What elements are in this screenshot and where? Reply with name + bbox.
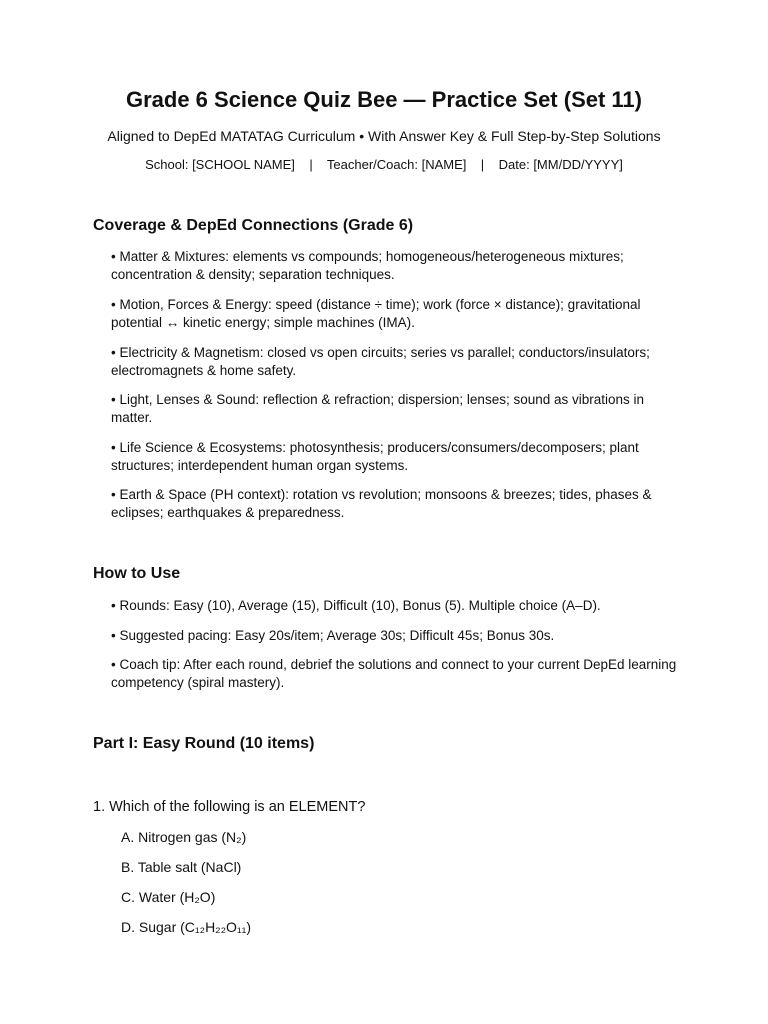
how-to-use-item: • Suggested pacing: Easy 20s/item; Average 30s; Difficult 45s; Bonus 30s.	[111, 628, 555, 643]
answer-option-d: D. Sugar (C₁₂H₂₂O₁₁)	[121, 919, 252, 935]
document-subtitle: Aligned to DepEd MATATAG Curriculum • With Answer Key & Full Step-by-Step Solutions	[107, 128, 661, 144]
how-to-use-item: • Rounds: Easy (10), Average (15), Difficult (10), Bonus (5). Multiple choice (A–D).	[111, 598, 601, 613]
coverage-item: • Electricity & Magnetism: closed vs open circuits; series vs parallel; conductors/insulators; electromagnets & home safety.	[111, 345, 650, 378]
how-to-use-heading: How to Use	[93, 565, 181, 582]
answer-option-b: B. Table salt (NaCl)	[121, 859, 242, 875]
how-to-use-item: • Coach tip: After each round, debrief the solutions and connect to your current DepEd learning competency (spiral mastery).	[111, 657, 677, 690]
answer-option-a: A. Nitrogen gas (N₂)	[121, 829, 247, 845]
answer-option-c: C. Water (H₂O)	[121, 889, 216, 905]
coverage-item: • Light, Lenses & Sound: reflection & refraction; dispersion; lenses; sound as vibrations in matter.	[111, 392, 645, 425]
document-title: Grade 6 Science Quiz Bee — Practice Set (Set 11)	[125, 87, 642, 112]
coverage-item: • Matter & Mixtures: elements vs compounds; homogeneous/heterogeneous mixtures; concentration & density; separation techniques.	[111, 249, 624, 282]
coverage-item: • Motion, Forces & Energy: speed (distance ÷ time); work (force × distance); gravitational potential ↔ kinetic energy; simple machines (IMA).	[111, 297, 641, 330]
document-meta-line: School: [SCHOOL NAME] | Teacher/Coach: [NAME] | Date: [MM/DD/YYYY]	[145, 157, 623, 172]
coverage-heading: Coverage & DepEd Connections (Grade 6)	[93, 217, 414, 234]
part1-heading: Part I: Easy Round (10 items)	[93, 735, 315, 752]
coverage-item: • Earth & Space (PH context): rotation vs revolution; monsoons & breezes; tides, phases & eclipses; earthquakes & preparedness.	[111, 487, 652, 520]
coverage-item: • Life Science & Ecosystems: photosynthesis; producers/consumers/decomposers; plant structures; interdependent human organ systems.	[111, 440, 639, 473]
question-1: 1. Which of the following is an ELEMENT?	[93, 799, 366, 815]
